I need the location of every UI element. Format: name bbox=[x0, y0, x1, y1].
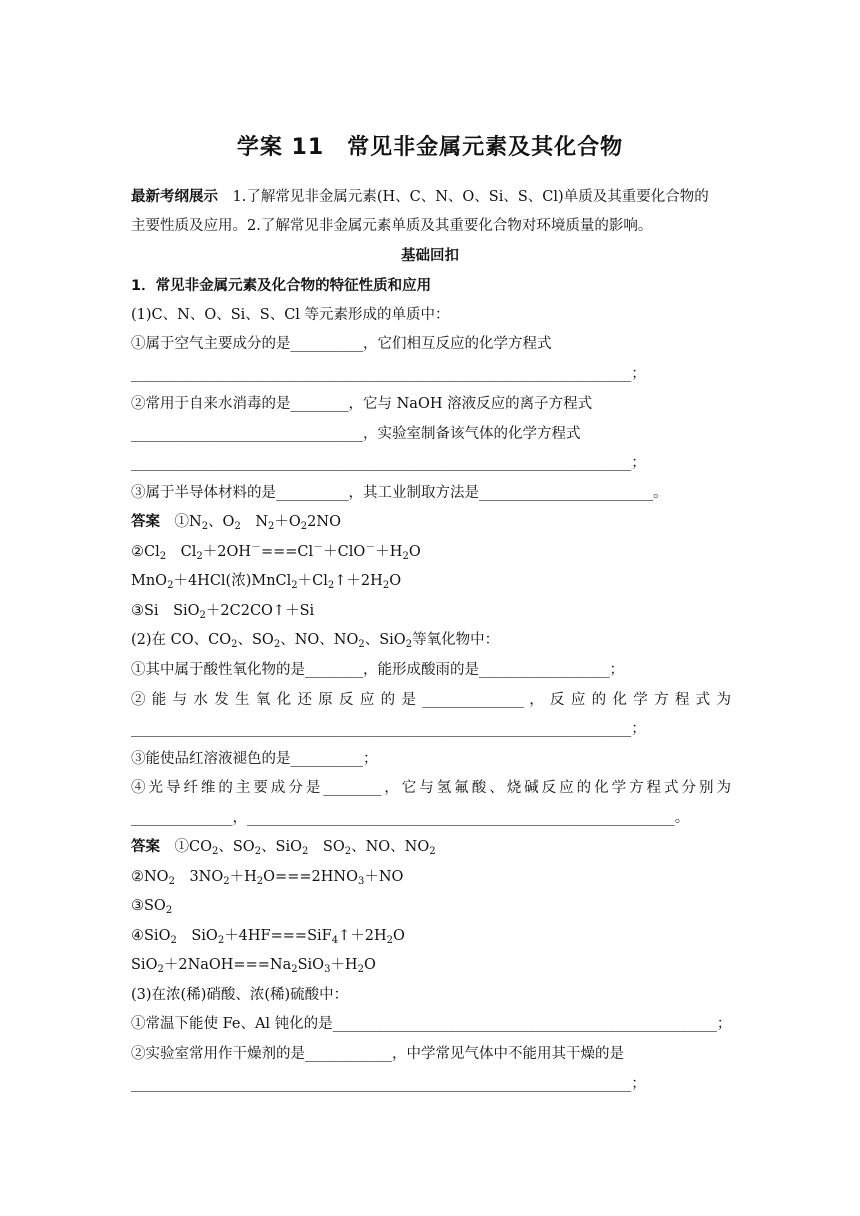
outline-line-2: 主要性质及应用。2.了解常见非金属元素单质及其重要化合物对环境质量的影响。 bbox=[131, 218, 653, 234]
q3-b: ②实验室常用作干燥剂的是____________，中学常见气体中不能用其干燥的是 bbox=[131, 1046, 624, 1062]
outline-line-1 bbox=[131, 187, 731, 207]
answer2-line-d: ④SiO$_2$ $SiO_2+4HF===SiF_4↑+2H_2O$ bbox=[131, 928, 405, 946]
answer-label: 答案 bbox=[131, 839, 160, 855]
topic-heading: 1．常见非金属元素及化合物的特征性质和应用 bbox=[131, 278, 432, 294]
section-heading: 基础回扣 bbox=[401, 248, 459, 264]
q2-d: ④光导纤维的主要成分是________，它与氢氟酸、烧碱反应的化学方程式分别为 bbox=[131, 780, 731, 796]
q1-c: ③属于半导体材料的是__________，其工业制取方法是________________________。 bbox=[131, 485, 668, 501]
q1-a-blank: _____________________________________________________________________； bbox=[131, 366, 646, 382]
q2-c: ③能使品红溶液褪色的是__________； bbox=[131, 751, 378, 767]
answer1-line-d: ③Si SiO$_2$＋2C2CO↑＋Si bbox=[131, 603, 315, 621]
q1-intro: (1)C、N、O、Si、S、Cl 等元素形成的单质中： bbox=[131, 307, 450, 323]
page-title: 学案 11 常见非金属元素及其化合物 bbox=[236, 135, 624, 160]
answer-label: 答案 bbox=[131, 514, 160, 530]
q1-a: ①属于空气主要成分的是__________，它们相互反应的化学方程式 bbox=[131, 336, 552, 352]
answer2-line-a: 答案 $①CO_2$、$SO_2$、SiO$_2$ $SO_2$、NO、$NO_2$ bbox=[131, 839, 436, 857]
outline-text-1: 1.了解常见非金属元素(H、C、N、O、Si、S、Cl)单质及其重要化合物的 bbox=[218, 189, 709, 205]
q3-intro: (3)在浓(稀)硝酸、浓(稀)硫酸中： bbox=[131, 987, 349, 1003]
q1-b-blank: _____________________________________________________________________； bbox=[131, 455, 646, 471]
answer1-line-b: $②Cl_2$ $Cl_2+2OH^-===Cl^-+ClO^-+H_2O$ bbox=[131, 542, 421, 562]
answer2-line-e: $SiO_2+2NaOH===Na_2SiO_3+H_2O$ bbox=[131, 957, 376, 975]
q3-a: ①常温下能使 Fe、Al 钝化的是_____________________________________________________； bbox=[131, 1016, 732, 1032]
q3-b-blank: _____________________________________________________________________； bbox=[131, 1076, 646, 1092]
answer2-line-c: $③SO_2$ bbox=[131, 898, 173, 916]
q2-d-blank: ______________，___________________________________________________________。 bbox=[131, 810, 690, 826]
q2-intro: (2)在 CO、$CO_2$、$SO_2$、NO、$NO_2$、SiO$_2$等氧化物中： bbox=[131, 632, 500, 650]
answer1-line-c: MnO$_2$＋4HCl(浓)$MnCl_2+Cl_2↑+2H_2O$ bbox=[131, 573, 402, 591]
q1-b: ②常用于自来水消毒的是________，它与 NaOH 溶液反应的离子方程式 bbox=[131, 396, 593, 412]
q1-b-cont: ________________________________，实验室制备该气体的化学方程式 bbox=[131, 426, 581, 442]
q2-b: ② 能 与 水 发 生 氧 化 还 原 反 应 的 是 ______________ ， 反 应 的 化 学 方 程 式 为 bbox=[131, 692, 731, 708]
answer1-line-a: 答案 $①N_2$、$O_2$ $N_2+O_22NO$ bbox=[131, 514, 341, 532]
q2-b-blank: _____________________________________________________________________； bbox=[131, 721, 646, 737]
outline-label: 最新考纲展示 bbox=[131, 189, 218, 205]
answer2-line-b: $②NO_2$ $3NO_2+H_2O===2HNO_3+NO$ bbox=[131, 869, 404, 887]
q2-a: ①其中属于酸性氧化物的是________，能形成酸雨的是__________________； bbox=[131, 662, 624, 678]
